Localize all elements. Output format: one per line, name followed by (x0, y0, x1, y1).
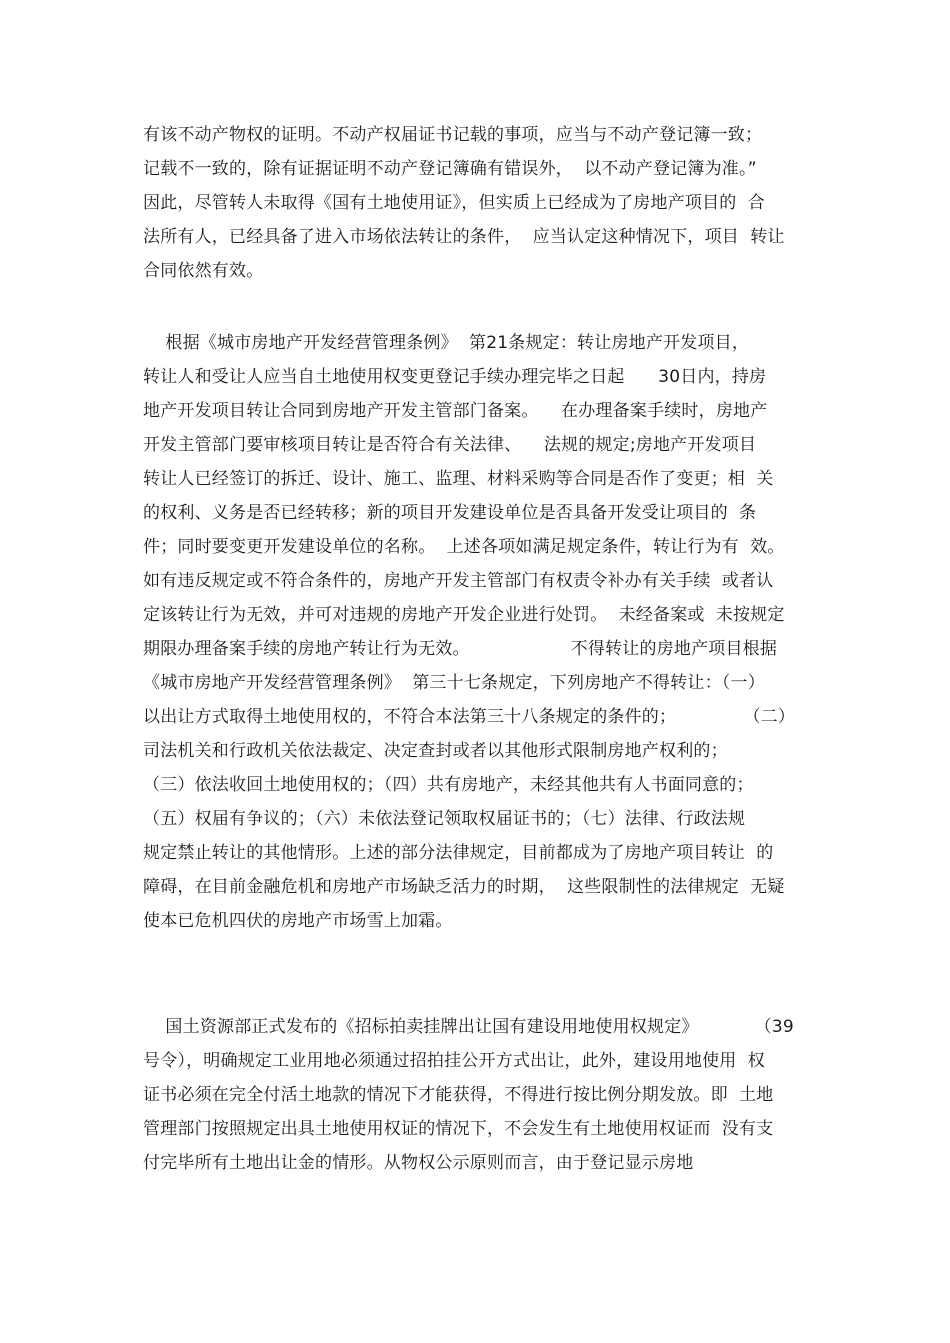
paragraph-2-line-9: 定该转让行为无效，并可对违规的房地产开发企业进行处罚。 未经备案或 未按规定 (143, 605, 785, 625)
paragraph-1-line-1: 有该不动产物权的证明。不动产权届证书记载的事项，应当与不动产登记簿一致； (143, 125, 763, 145)
paragraph-1-line-5: 合同依然有效。 (143, 261, 264, 281)
paragraph-2-line-7: 件；同时要变更开发建设单位的名称。 上述各项如满足规定条件，转让行为有 效。 (143, 537, 785, 557)
paragraph-2-line-1: 根据《城市房地产开发经营管理条例》 第21条规定：转让房地产开发项目， (143, 333, 750, 353)
paragraph-2-line-16: 规定禁止转让的其他情形。上述的部分法律规定，目前都成为了房地产项目转让 的 (143, 843, 774, 863)
paragraph-2-line-4: 开发主管部门要审核项目转让是否符合有关法律、 法规的规定;房地产开发项目 (143, 435, 757, 455)
paragraph-2-line-5: 转让人已经签订的拆迁、设计、施工、监理、材料采购等合同是否作了变更；相 关 (143, 469, 774, 489)
paragraph-2-line-17: 障碍，在目前金融危机和房地产市场缺乏活力的时期， 这些限制性的法律规定 无疑 (143, 877, 785, 897)
paragraph-2-line-15: （五）权届有争议的；（六）未依法登记领取权届证书的；（七）法律、行政法规 (143, 809, 746, 829)
paragraph-2-line-3: 地产开发项目转让合同到房地产开发主管部门备案。 在办理备案手续时，房地产 (143, 401, 768, 421)
paragraph-3-line-2: 号令），明确规定工业用地必须通过招拍挂公开方式出让，此外，建设用地使用 权 (143, 1051, 765, 1071)
paragraph-2-line-13: 司法机关和行政机关依法裁定、决定查封或者以其他形式限制房地产权利的； (143, 741, 728, 761)
paragraph-3-line-3: 证书必须在完全付活土地款的情况下才能获得，不得进行按比例分期发放。即 土地 (143, 1085, 774, 1105)
paragraph-2-line-11: 《城市房地产开发经营管理条例》 第三十七条规定，下列房地产不得转让：（一） (143, 673, 765, 693)
paragraph-2-line-18: 使本已危机四伏的房地产市场雪上加霜。 (143, 911, 453, 931)
paragraph-3-line-5: 付完毕所有土地出让金的情形。从物权公示原则而言，由于登记显示房地 (143, 1153, 694, 1173)
paragraph-3-line-4: 管理部门按照规定出具土地使用权证的情况下，不会发生有土地使用权证而 没有支 (143, 1119, 774, 1139)
paragraph-2-line-6: 的权利、义务是否已经转移；新的项目开发建设单位是否具备开发受让项目的 条 (143, 503, 757, 523)
paragraph-1-line-3: 因此，尽管转人未取得《国有土地使用证》，但实质上已经成为了房地产项目的 合 (143, 193, 765, 213)
paragraph-1-line-4: 法所有人，已经具备了进入市场依法转让的条件， 应当认定这种情况下，项目 转让 (143, 227, 785, 247)
paragraph-1-line-2: 记载不一致的，除有证据证明不动产登记簿确有错误外， 以不动产登记簿为准。” (143, 159, 757, 179)
paragraph-2-line-10: 期限办理备案手续的房地产转让行为无效。 不得转让的房地产项目根据 (143, 639, 778, 659)
paragraph-3-line-1: 国土资源部正式发布的《招标拍卖挂牌出让国有建设用地使用权规定》 （39 (143, 1017, 794, 1037)
paragraph-2-line-8: 如有违反规定或不符合条件的，房地产开发主管部门有权责令补办有关手续 或者认 (143, 571, 774, 591)
paragraph-2-line-12: 以出让方式取得土地使用权的，不符合本法第三十八条规定的条件的； （二） (143, 707, 796, 727)
paragraph-2-line-2: 转让人和受让人应当自土地使用权变更登记手续办理完毕之日起 30日内，持房 (143, 367, 767, 387)
paragraph-2-line-14: （三）依法收回土地使用权的；（四）共有房地产，未经其他共有人书面同意的； (143, 775, 754, 795)
